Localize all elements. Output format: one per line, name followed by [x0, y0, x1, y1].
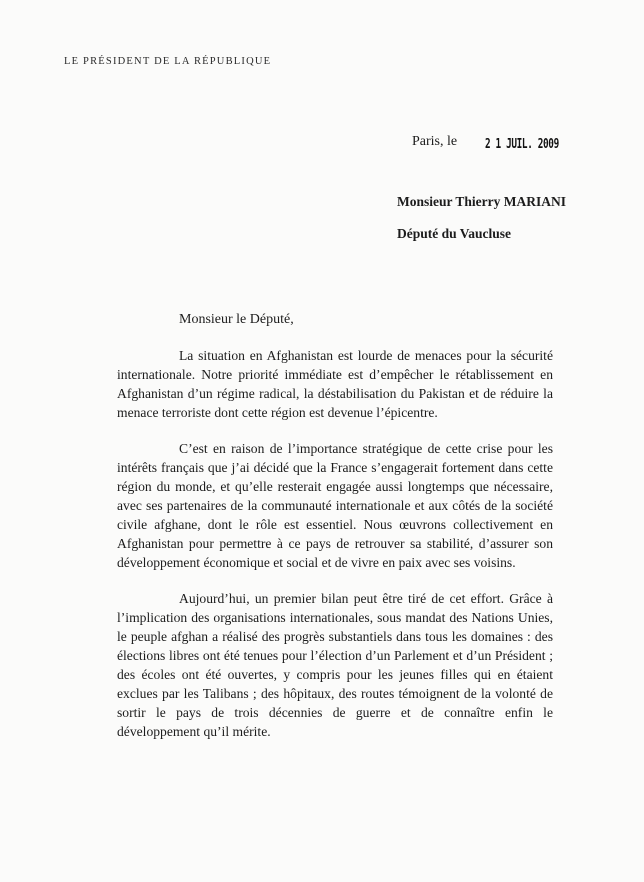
paragraph-line: sortir le pays de trois décennies de guerre et de connaître enfin le [117, 705, 553, 720]
addressee-name: Monsieur Thierry MARIANI [397, 194, 566, 209]
addressee-title: Député du Vaucluse [397, 226, 512, 241]
letterhead: LE PRÉSIDENT DE LA RÉPUBLIQUE [64, 56, 272, 67]
paragraph-line: exclues par les Talibans ; des hôpitaux, des routes témoignent de la volonté de [117, 686, 553, 701]
paragraph-line: internationale. Notre priorité immédiate est d’empêcher le rétablissement en [117, 367, 553, 382]
paragraph-1 [117, 346, 553, 422]
letter-body [117, 346, 553, 758]
paragraph-line: l’implication des organisations internationales, sous mandat des Nations Unies, [117, 610, 553, 625]
paragraph-line: développement économique et social et de vivre en paix avec ses voisins. [117, 555, 516, 570]
date-stamp: 2 1 JUIL. 2009 [485, 137, 559, 152]
paragraph-line: C’est en raison de l’importance stratégique de cette crise pour les [179, 441, 553, 456]
paragraph-line: élections libres ont été tenues pour l’élection d’un Parlement et d’un Président ; [117, 648, 553, 663]
paragraph-line: des écoles ont été ouvertes, y compris pour les jeunes filles qui en étaient [117, 667, 553, 682]
salutation: Monsieur le Député, [179, 312, 294, 327]
place-date [412, 134, 559, 152]
paragraph-line: Aujourd’hui, un premier bilan peut être tiré de cet effort. Grâce à [179, 591, 553, 606]
paragraph-line: intérêts français que j’ai décidé que la France s’engagerait fortement dans cette [117, 460, 553, 475]
paragraph-line: La situation en Afghanistan est lourde de menaces pour la sécurité [179, 348, 553, 363]
addressee-block [397, 186, 566, 250]
paragraph-line: développement qu’il mérite. [117, 724, 271, 739]
paragraph-3 [117, 589, 553, 741]
paragraph-line: Afghanistan d’un régime radical, la déstabilisation du Pakistan et de réduire la [117, 386, 553, 401]
paragraph-line: civile afghane, dont le rôle est essentiel. Nous œuvrons collectivement en [117, 517, 553, 532]
place-label: Paris, le [412, 134, 458, 149]
paragraph-line: avec ses partenaires de la communauté internationale et aux côtés de la société [117, 498, 553, 513]
paragraph-line: le peuple afghan a réalisé des progrès substantiels dans tous les domaines : des [117, 629, 553, 644]
paragraph-line: menace terroriste dont cette région est devenue l’épicentre. [117, 405, 438, 420]
paragraph-2 [117, 439, 553, 572]
paragraph-line: Afghanistan pour permettre à ce pays de retrouver sa stabilité, d’assurer son [117, 536, 553, 551]
paragraph-line: région du monde, et qu’elle resterait engagée aussi longtemps que nécessaire, [117, 479, 553, 494]
